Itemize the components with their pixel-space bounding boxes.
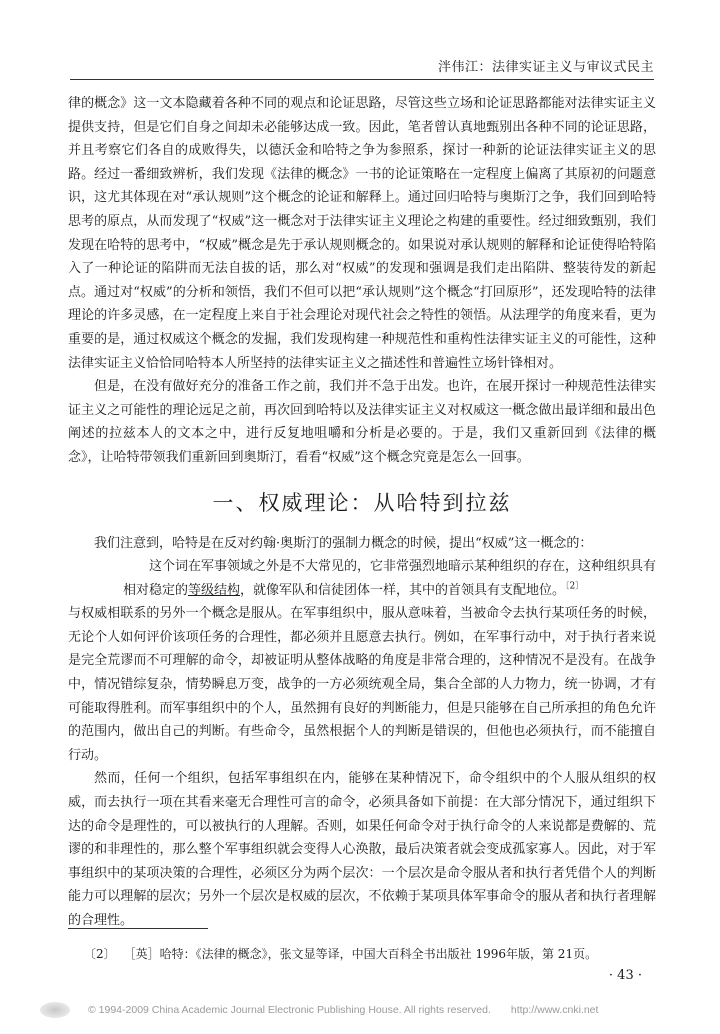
paragraph-main-2: 然而，任何一个组织，包括军事组织在内，能够在某种情况下，命令组织中的个人服从组织的权威，而去执行一项在其看来毫无合理性可言的命令，必须具备如下前提：在大部分情况下，通过组织下达的命令是理性的，可以被执行的人理解。否则，如果任何命令对于执行命令的人来说都是费解的、荒谬的和非理性的，那么整个军事组织就会变得人心涣散，最后决策者就会变成孤家寡人。因此，对于军事组织中的某项决策的合理性，必须区分为两个层次：一个层次是命令服从者和执行者凭借个人的判断能力可以理解的层次；另外一个层次是权威的层次，不依赖于某项具体军事命令的服从者和执行者理解的合理性。 <box>68 771 656 928</box>
quote-text-before: 这个词在军事领域之外是不大常见的，它非常强烈地暗示某种组织的存在，这种组织具有相对稳定的 <box>123 559 657 598</box>
copyright-text: © 1994-2009 China Academic Journal Electronic Publishing House. All rights reserved. <box>88 1004 491 1016</box>
copyright-footer <box>40 1002 700 1018</box>
footnote-number: 〔2〕 <box>84 947 116 961</box>
footnote-ref-2[interactable]: 〔2〕 <box>565 581 585 592</box>
paragraph-intro-1: 律的概念》这一文本隐藏着各种不同的观点和论证思路，尽管这些立场和论证思路都能对法律实证主义提供支持，但是它们自身之间却未必能够达成一致。因此，笔者曾认真地甄别出各种不同的论证思路，并且考察它们各自的成败得失，以德沃金和哈特之争为参照系，探讨一种新的论证法律实证主义的思路。经过一番细致辨析，我们发现《法律的概念》一书的论证策略在一定程度上偏离了其原初的问题意识，这尤其体现在对“承认规则”这个概念的论证和解释上。通过回归哈特与奥斯汀之争，我们回到哈特思考的原点，从而发现了“权威”这一概念对于法律实证主义理论之构建的重要性。经过细致甄别，我们发现在哈特的思考中，“权威”概念是先于承认规则概念的。如果说对承认规则的解释和论证使得哈特陷入了一种论证的陷阱而无法自拔的话，那么对“权威”的发现和强调是我们走出陷阱、整装待发的新起点。通过对“权威”的分析和领悟，我们不但可以把“承认规则”这个概念“打回原形”，还发现哈特的法律理论的许多灵感，在一定程度上来自于社会理论对现代社会之特性的领悟。从法理学的角度来看，更为重要的是，通过权威这个概念的发掘，我们发现构建一种规范性和重构性法律实证主义的可能性，这种法律实证主义恰恰同哈特本人所坚持的法律实证主义之描述性和普遍性立场针锋相对。 <box>68 96 656 371</box>
section-heading: 一、权威理论：从哈特到拉兹 <box>212 490 512 515</box>
footnote-2 <box>84 945 656 962</box>
block-quote <box>68 555 656 602</box>
paragraph-intro-2: 但是，在没有做好充分的准备工作之前，我们并不急于出发。也许，在展开探讨一种规范性法律实证主义之可能性的理论远足之前，再次回到哈特以及法律实证主义对权威这一概念做出最详细和最出色阐述的拉兹本人的文本之中，进行反复地咀嚼和分析是必要的。于是，我们又重新回到《法律的概念》，让哈特带领我们重新回到奥斯汀，看看“权威”这个概念究竟是怎么一回事。 <box>68 379 656 465</box>
copyright-url-link[interactable]: http://www.cnki.net <box>510 1004 599 1016</box>
paragraph-main-1: 与权威相联系的另外一个概念是服从。在军事组织中，服从意味着，当被命令去执行某项任务的时候，无论个人如何评价该项任务的合理性，都必须并且愿意去执行。例如，在军事行动中，对于执行者来说是完全荒谬而不可理解的命令，却被证明从整体战略的角度是非常合理的，这种情况不是没有。在战争中，情况错综复杂，情势瞬息万变，战争的一方必须统观全局，集合全部的人力物力，统一协调，才有可能取得胜利。而军事组织中的个人，虽然拥有良好的判断能力，但是只能够在自己所承担的角色允许的范围内，做出自己的判断。有些命令，虽然根据个人的判断是错误的，但他也必须执行，而不能擅自行动。 <box>68 606 656 763</box>
quote-underlined-term: 等级结构 <box>188 582 241 598</box>
running-head: 泮伟江：法律实证主义与审议式民主 <box>70 56 654 80</box>
lead-in-sentence: 我们注意到，哈特是在反对约翰·奥斯汀的强制力概念的时候，提出“权威”这一概念的： <box>94 535 593 551</box>
cnki-logo-icon <box>40 1002 70 1018</box>
quote-text-after: ，就像军队和信徒团体一样，其中的首领具有支配地位。 <box>240 582 566 598</box>
article-body <box>68 92 656 933</box>
footnote-text: ［英］哈特：《法律的概念》，张文显等译，中国大百科全书出版社 1996年版，第 21页。 <box>129 947 598 961</box>
footnote-divider <box>68 928 208 929</box>
page-number: · 43 · <box>608 968 642 983</box>
